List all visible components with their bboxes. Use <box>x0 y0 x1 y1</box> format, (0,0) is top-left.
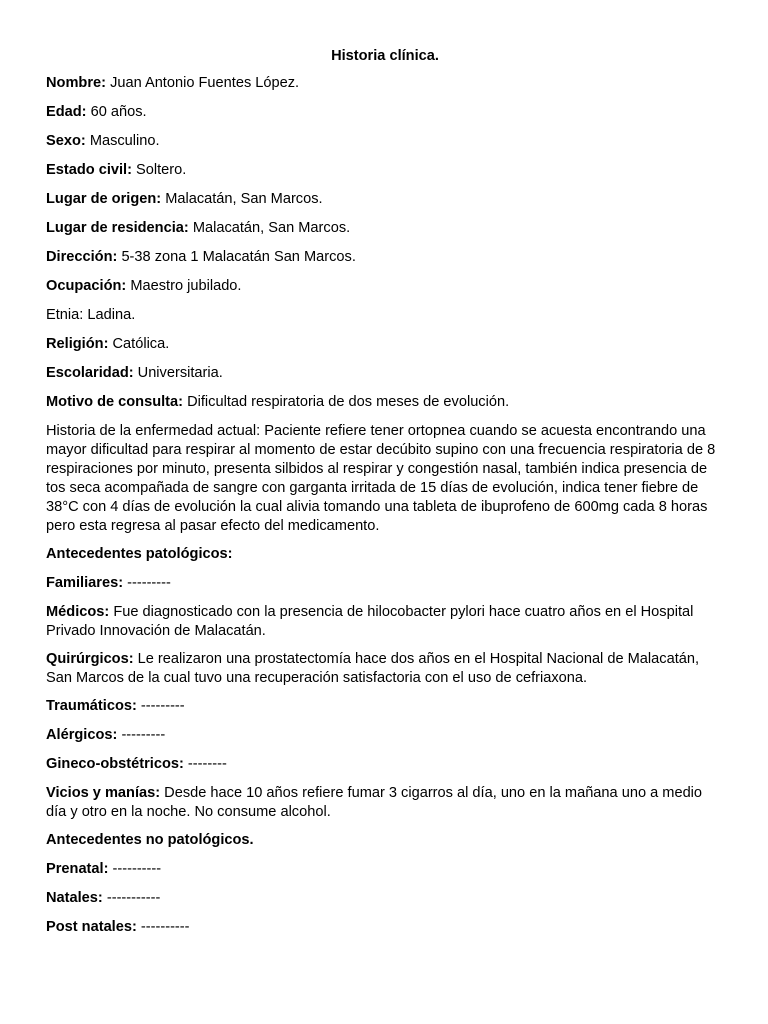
field-value: --------- <box>140 698 185 714</box>
field-label: Prenatal: <box>46 861 109 877</box>
document-title: Historia clínica. <box>331 48 439 64</box>
field-value: Juan Antonio Fuentes López. <box>110 75 300 91</box>
field-value: Dificultad respiratoria de dos meses de evolución. <box>187 394 510 410</box>
field-nombre <box>46 74 724 93</box>
heading-antecedentes-no-patologicos: Antecedentes no patológicos. <box>46 832 254 848</box>
field-traumaticos <box>46 697 724 716</box>
field-religion <box>46 335 724 354</box>
field-natales <box>46 889 724 908</box>
field-sexo <box>46 132 724 151</box>
field-value: Maestro jubilado. <box>130 278 242 294</box>
document-page <box>46 46 724 947</box>
field-value: Universitaria. <box>137 365 223 381</box>
field-value: Soltero. <box>136 162 187 178</box>
field-label: Dirección: <box>46 249 118 265</box>
field-label: Vicios y manías: <box>46 785 161 801</box>
field-value: --------- <box>121 727 166 743</box>
field-label: Lugar de residencia: <box>46 220 189 236</box>
field-escolaridad <box>46 364 724 383</box>
field-vicios-manias <box>46 784 724 822</box>
field-value: 5-38 zona 1 Malacatán San Marcos. <box>121 249 356 265</box>
field-value: Desde hace 10 años refiere fumar 3 cigarros al día, uno en la mañana uno a medio día y otro en la noche. No consume alcohol. <box>46 785 703 820</box>
field-motivo-consulta <box>46 393 724 412</box>
field-quirurgicos <box>46 650 724 688</box>
field-label: Motivo de consulta: <box>46 394 184 410</box>
field-lugar-residencia <box>46 219 724 238</box>
field-gineco-obstetricos <box>46 755 724 774</box>
field-label: Sexo: <box>46 133 86 149</box>
field-estado-civil <box>46 161 724 180</box>
field-value: Masculino. <box>89 133 160 149</box>
field-label: Nombre: <box>46 75 106 91</box>
field-label: Traumáticos: <box>46 698 137 714</box>
field-post-natales <box>46 918 724 937</box>
historia-enfermedad-actual: Historia de la enfermedad actual: Paciente refiere tener ortopnea cuando se acuesta encontrando una mayor dificultad para respirar al momento de estar decúbito supino con una frecuencia respiratoria de 8 respiraciones por minuto, presenta silbidos al respirar y congestión nasal, también indica presencia de tos seca acompañada de sangre con garganta irritada de 15 días de evolución, indica tener fiebre de 38°C con 4 días de evolución la cual alivia tomando una tableta de ibuprofeno de 600mg cada 8 horas pero esta regresa al pasar efecto del medicamento. <box>46 423 716 534</box>
field-medicos <box>46 603 724 641</box>
field-edad <box>46 103 724 122</box>
field-value: Malacatán, San Marcos. <box>165 191 323 207</box>
field-value: ---------- <box>140 919 190 935</box>
field-prenatal <box>46 860 724 879</box>
field-value: Le realizaron una prostatectomía hace dos años en el Hospital Nacional de Malacatán, San Marcos de la cual tuvo una recuperación satisfactoria con el uso de cefriaxona. <box>46 651 700 686</box>
field-label: Religión: <box>46 336 109 352</box>
field-value: Fue diagnosticado con la presencia de hilocobacter pylori hace cuatro años en el Hospital Privado Innovación de Malacatán. <box>46 604 694 639</box>
field-label: Estado civil: <box>46 162 132 178</box>
field-label: Quirúrgicos: <box>46 651 134 667</box>
field-label: Gineco-obstétricos: <box>46 756 184 772</box>
field-label: Edad: <box>46 104 87 120</box>
field-label: Ocupación: <box>46 278 127 294</box>
field-label: Post natales: <box>46 919 137 935</box>
field-value: 60 años. <box>90 104 147 120</box>
field-lugar-origen <box>46 190 724 209</box>
field-alergicos <box>46 726 724 745</box>
field-value: ----------- <box>106 890 161 906</box>
field-ocupacion <box>46 277 724 296</box>
field-label: Médicos: <box>46 604 110 620</box>
field-value: Católica. <box>112 336 170 352</box>
heading-antecedentes-patologicos: Antecedentes patológicos: <box>46 546 233 562</box>
field-label: Escolaridad: <box>46 365 134 381</box>
field-value: Malacatán, San Marcos. <box>192 220 351 236</box>
field-value: --------- <box>127 575 171 591</box>
field-label: Lugar de origen: <box>46 191 162 207</box>
field-label: Natales: <box>46 890 103 906</box>
field-label: Alérgicos: <box>46 727 118 743</box>
field-value: ---------- <box>112 861 162 877</box>
field-value: -------- <box>187 756 227 772</box>
field-etnia: Etnia: Ladina. <box>46 307 136 323</box>
field-familiares <box>46 574 724 593</box>
field-direccion <box>46 248 724 267</box>
field-label: Familiares: <box>46 575 124 591</box>
